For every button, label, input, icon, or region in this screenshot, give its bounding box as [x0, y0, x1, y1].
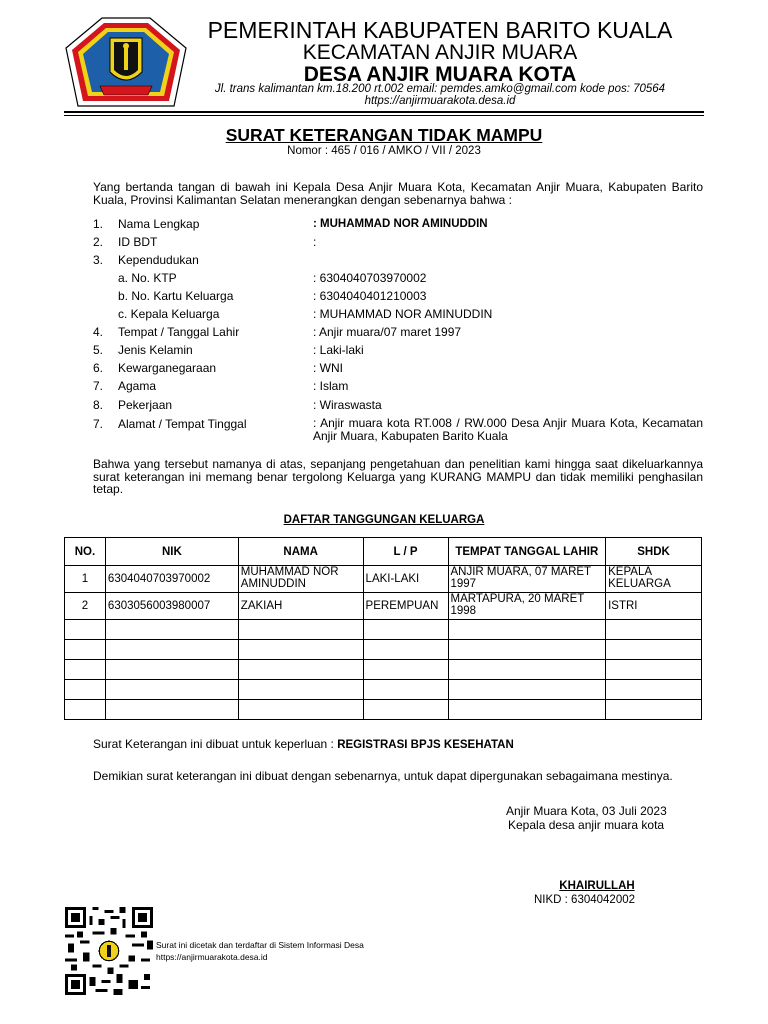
- table-cell: 6303056003980007: [105, 593, 238, 620]
- col-header-shdk: SHDK: [606, 538, 702, 566]
- field-value: : 6304040401210003: [313, 289, 427, 303]
- field-number: 6.: [93, 361, 104, 375]
- regency-logo: [64, 16, 188, 108]
- field-value-address: : Anjir muara kota RT.008 / RW.000 Desa Anjir Muara Kota, Kecamatan Anjir Muara, Kabupaten Barito Kuala: [313, 416, 703, 443]
- field-value: : Islam: [313, 379, 349, 393]
- col-header-lp: L / P: [363, 538, 448, 566]
- header-address: Jl. trans kalimantan km.18.200 rt.002 email: pemdes.amko@gmail.com kode pos: 70564: [214, 83, 666, 95]
- table-cell: ISTRI: [606, 593, 702, 620]
- field-label: ID BDT: [118, 235, 158, 249]
- field-label: Pekerjaan: [118, 398, 173, 412]
- table-cell: ANJIR MUARA, 07 MARET 1997: [448, 566, 606, 593]
- signature-position: Kepala desa anjir muara kota: [508, 818, 665, 832]
- table-cell: LAKI-LAKI: [363, 566, 448, 593]
- signatory-nikd: NIKD : 6304042002: [534, 894, 636, 906]
- field-value: : MUHAMMAD NOR AMINUDDIN: [313, 307, 493, 321]
- header-divider-thick: [64, 111, 704, 113]
- table-row: [65, 593, 702, 620]
- field-value: :: [313, 235, 317, 249]
- field-number: 2.: [93, 235, 104, 249]
- table-cell: 2: [65, 593, 106, 620]
- table-row-empty: [65, 700, 702, 720]
- closing-paragraph: Demikian surat keterangan ini dibuat dengan sebenarnya, untuk dapat dipergunakan sebagaimana mestinya.: [93, 769, 673, 783]
- table-row-empty: [65, 640, 702, 660]
- field-label: b. No. Kartu Keluarga: [118, 289, 234, 303]
- field-number: 7.: [93, 417, 104, 431]
- field-value: : WNI: [313, 361, 343, 375]
- col-header-nama: NAMA: [238, 538, 363, 566]
- signatory-name: KHAIRULLAH: [559, 880, 635, 892]
- header-district: KECAMATAN ANJIR MUARA: [302, 41, 578, 64]
- field-value: : Anjir muara/07 maret 1997: [313, 325, 462, 339]
- table-row: [65, 566, 702, 593]
- table-row-empty: [65, 660, 702, 680]
- field-label: Nama Lengkap: [118, 217, 200, 231]
- field-label: Kependudukan: [118, 253, 199, 267]
- field-label: Tempat / Tanggal Lahir: [118, 325, 240, 339]
- table-cell: 6304040703970002: [105, 566, 238, 593]
- purpose-line: [93, 737, 514, 751]
- intro-paragraph: Yang bertanda tangan di bawah ini Kepala Desa Anjir Muara Kota, Kecamatan Anjir Muara, Kabupaten Barito Kuala, Provinsi Kalimantan Selatan menerangkan dengan sebenarnya bahwa :: [93, 180, 703, 207]
- table-row-empty: [65, 620, 702, 640]
- field-label: a. No. KTP: [118, 271, 177, 285]
- qr-code-icon: [65, 907, 153, 995]
- field-label: c. Kepala Keluarga: [118, 307, 220, 321]
- document-number: Nomor : 465 / 016 / AMKO / VII / 2023: [287, 145, 481, 157]
- signature-place-date: Anjir Muara Kota, 03 Juli 2023: [506, 804, 667, 818]
- field-value: : Wiraswasta: [313, 398, 382, 412]
- field-label: Alamat / Tempat Tinggal: [118, 417, 247, 431]
- field-value: : 6304040703970002: [313, 271, 427, 285]
- purpose-value: REGISTRASI BPJS KESEHATAN: [337, 739, 514, 751]
- field-value: : Laki-laki: [313, 343, 364, 357]
- header-village: DESA ANJIR MUARA KOTA: [303, 63, 577, 86]
- family-table-title: DAFTAR TANGGUNGAN KELUARGA: [283, 514, 485, 526]
- col-header-no: NO.: [65, 538, 106, 566]
- field-number: 7.: [93, 379, 104, 393]
- document-title: SURAT KETERANGAN TIDAK MAMPU: [225, 125, 543, 145]
- header-divider-thin: [64, 115, 704, 116]
- field-label: Agama: [118, 379, 157, 393]
- purpose-label: Surat Keterangan ini dibuat untuk keperluan :: [93, 737, 334, 751]
- table-cell: PEREMPUAN: [363, 593, 448, 620]
- field-number: 1.: [93, 217, 104, 231]
- table-cell: KEPALA KELUARGA: [606, 566, 702, 593]
- statement-paragraph: Bahwa yang tersebut namanya di atas, sepanjang pengetahuan dan penelitian kami hingga saat dikeluarkannya surat keterangan ini memang benar tergolong Keluarga yang KURANG MAMPU dan tidak memiliki penghasilan tetap.: [93, 457, 703, 496]
- family-table: [64, 537, 702, 720]
- col-header-ttl: TEMPAT TANGGAL LAHIR: [448, 538, 606, 566]
- table-cell: 1: [65, 566, 106, 593]
- table-cell: MARTAPURA, 20 MARET 1998: [448, 593, 606, 620]
- table-header-row: [65, 538, 702, 566]
- footer-note: Surat ini dicetak dan terdaftar di Sistem Informasi Desa: [156, 940, 364, 950]
- header-government: PEMERINTAH KABUPATEN BARITO KUALA: [207, 17, 673, 43]
- field-number: 5.: [93, 343, 104, 357]
- header-website: https://anjirmuarakota.desa.id: [364, 95, 516, 107]
- footer-url: https://anjirmuarakota.desa.id: [156, 952, 268, 962]
- field-number: 3.: [93, 253, 104, 267]
- field-label: Jenis Kelamin: [118, 343, 193, 357]
- table-cell: ZAKIAH: [238, 593, 363, 620]
- field-label: Kewarganegaraan: [118, 361, 217, 375]
- table-cell: MUHAMMAD NOR AMINUDDIN: [238, 566, 363, 593]
- table-row-empty: [65, 680, 702, 700]
- field-number: 4.: [93, 325, 104, 339]
- field-value: : MUHAMMAD NOR AMINUDDIN: [313, 218, 488, 230]
- field-number: 8.: [93, 398, 104, 412]
- col-header-nik: NIK: [105, 538, 238, 566]
